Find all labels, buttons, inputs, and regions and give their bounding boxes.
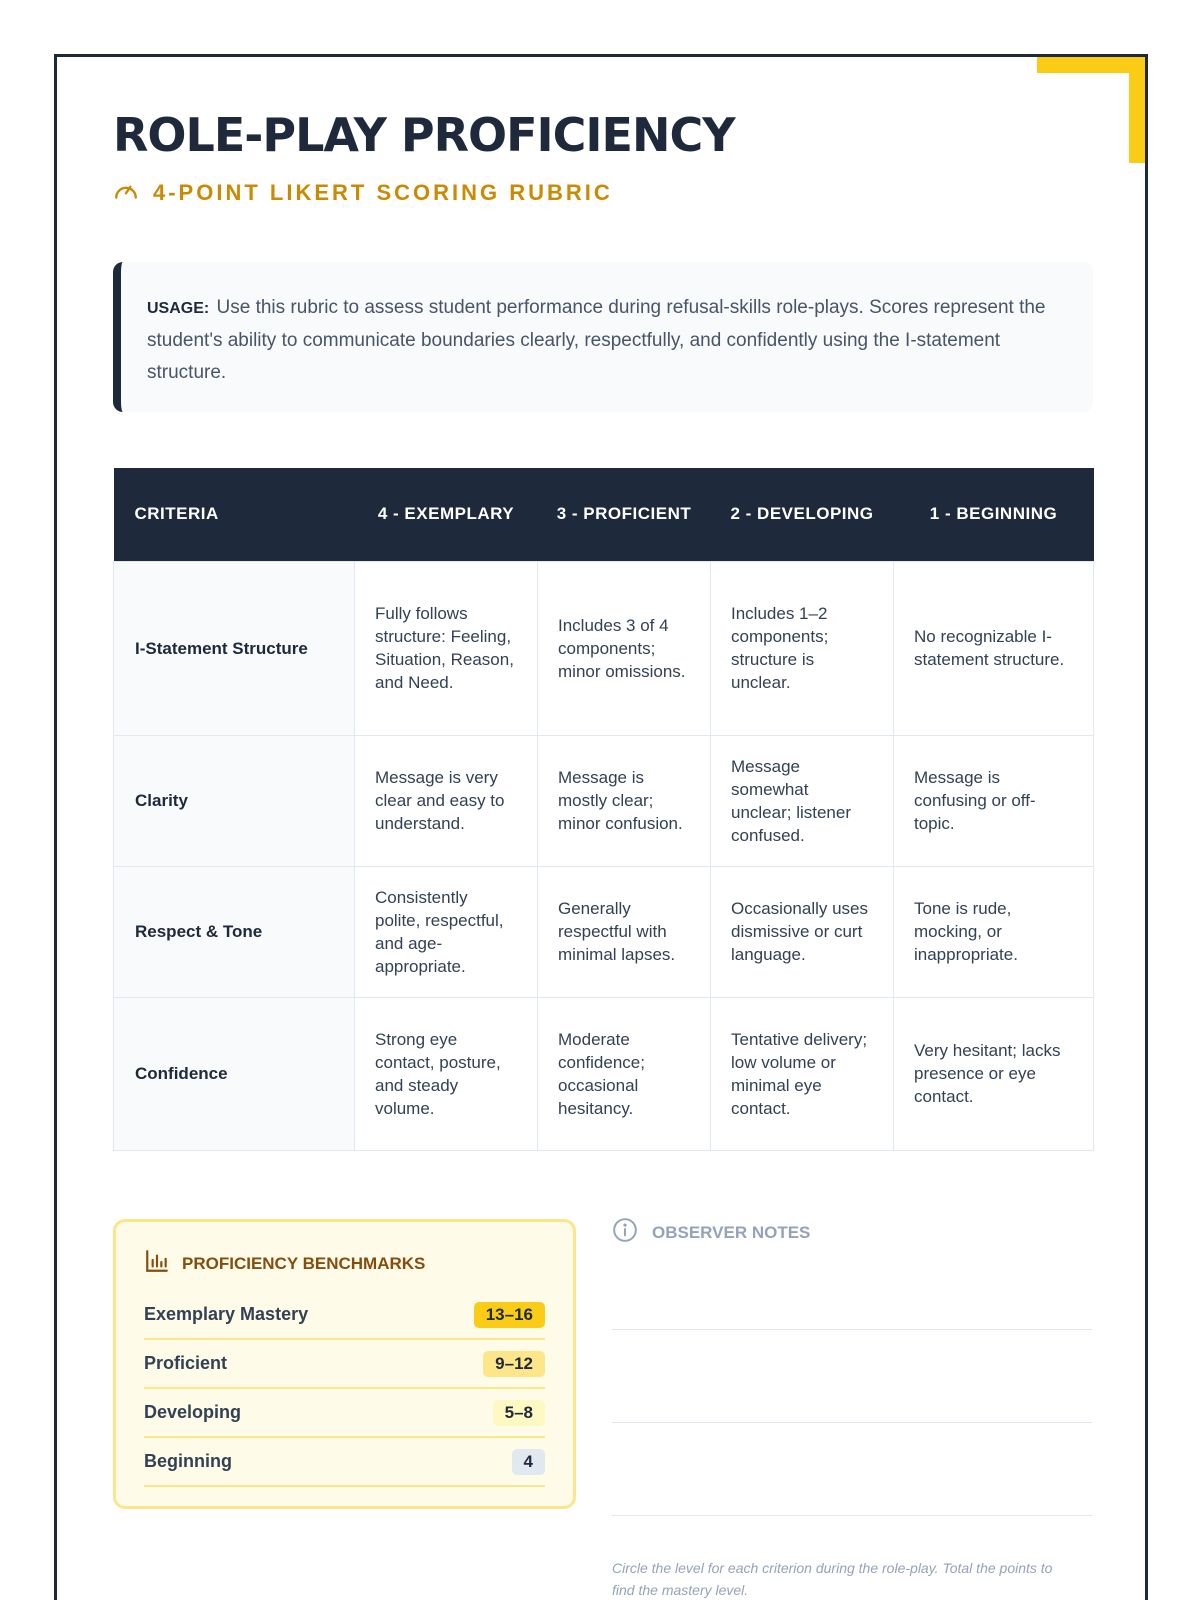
benchmark-range-badge: 5–8 [493, 1400, 545, 1426]
rubric-cell: Occasionally uses dismissive or curt language. [711, 866, 894, 997]
table-row [114, 866, 1094, 997]
benchmark-range-badge: 13–16 [474, 1302, 545, 1328]
header-criteria: CRITERIA [114, 468, 355, 561]
benchmark-range-badge: 4 [512, 1449, 545, 1475]
criterion-cell: Confidence [114, 997, 355, 1150]
table-row [114, 997, 1094, 1150]
info-icon [612, 1217, 638, 1248]
rubric-cell: Message is mostly clear; minor confusion. [538, 735, 711, 866]
rubric-cell: Consistently polite, respectful, and age-appropriate. [355, 866, 538, 997]
criterion-cell: Respect & Tone [114, 866, 355, 997]
corner-accent [1037, 57, 1145, 163]
note-line[interactable] [612, 1329, 1092, 1330]
rubric-cell: Includes 1–2 components; structure is unclear. [711, 561, 894, 735]
benchmarks-panel [113, 1219, 576, 1509]
benchmark-label: Developing [144, 1402, 242, 1422]
benchmarks-title: PROFICIENCY BENCHMARKS [182, 1253, 426, 1273]
subtitle-text: 4-POINT LIKERT SCORING RUBRIC [153, 180, 613, 205]
rubric-cell: Message is very clear and easy to understand. [355, 735, 538, 866]
rubric-cell: Fully follows structure: Feeling, Situation, Reason, and Need. [355, 561, 538, 735]
page-title: ROLE-PLAY PROFICIENCY [113, 108, 735, 162]
usage-callout [113, 262, 1093, 412]
benchmark-row [144, 1340, 545, 1389]
benchmark-label: Beginning [144, 1451, 232, 1471]
bar-chart-icon [144, 1248, 170, 1279]
gauge-icon [113, 177, 139, 209]
notes-footer: Circle the level for each criterion during the role-play. Total the points to find the mastery level. [612, 1560, 1053, 1598]
usage-label: USAGE: [147, 300, 210, 317]
note-line[interactable] [612, 1515, 1092, 1516]
rubric-cell: Tentative delivery; low volume or minimal eye contact. [711, 997, 894, 1150]
rubric-cell: Very hesitant; lacks presence or eye contact. [894, 997, 1094, 1150]
criterion-cell: I-Statement Structure [114, 561, 355, 735]
note-line[interactable] [612, 1422, 1092, 1423]
rubric-cell: Moderate confidence; occasional hesitancy. [538, 997, 711, 1150]
header-exemplary: 4 - EXEMPLARY [355, 468, 538, 561]
rubric-cell: No recognizable I-statement structure. [894, 561, 1094, 735]
benchmark-row [144, 1389, 545, 1438]
page-subtitle [113, 177, 613, 209]
header-beginning: 1 - BEGINNING [894, 468, 1094, 561]
notes-title: OBSERVER NOTES [652, 1222, 811, 1242]
rubric-header-row [114, 468, 1094, 561]
rubric-table [113, 468, 1094, 1151]
usage-text: Use this rubric to assess student performance during refusal-skills role-plays. Scores represent the student's ability to communicate boundaries clearly, respectfully, and confidently using the I-statement structure. [147, 297, 1046, 383]
table-row [114, 735, 1094, 866]
notes-header [612, 1217, 1092, 1248]
header-proficient: 3 - PROFICIENT [538, 468, 711, 561]
benchmark-label: Exemplary Mastery [144, 1304, 309, 1324]
benchmark-label: Proficient [144, 1353, 228, 1373]
benchmark-row [144, 1291, 545, 1340]
benchmarks-header [144, 1248, 545, 1279]
rubric-cell: Message somewhat unclear; listener confused. [711, 735, 894, 866]
rubric-cell: Includes 3 of 4 components; minor omissions. [538, 561, 711, 735]
rubric-cell: Strong eye contact, posture, and steady volume. [355, 997, 538, 1150]
benchmark-row [144, 1438, 545, 1487]
rubric-cell: Message is confusing or off-topic. [894, 735, 1094, 866]
rubric-sheet [54, 54, 1148, 1600]
table-row [114, 561, 1094, 735]
criterion-cell: Clarity [114, 735, 355, 866]
observer-notes [612, 1217, 1092, 1598]
header-developing: 2 - DEVELOPING [711, 468, 894, 561]
rubric-cell: Generally respectful with minimal lapses. [538, 866, 711, 997]
benchmark-range-badge: 9–12 [483, 1351, 545, 1377]
rubric-cell: Tone is rude, mocking, or inappropriate. [894, 866, 1094, 997]
